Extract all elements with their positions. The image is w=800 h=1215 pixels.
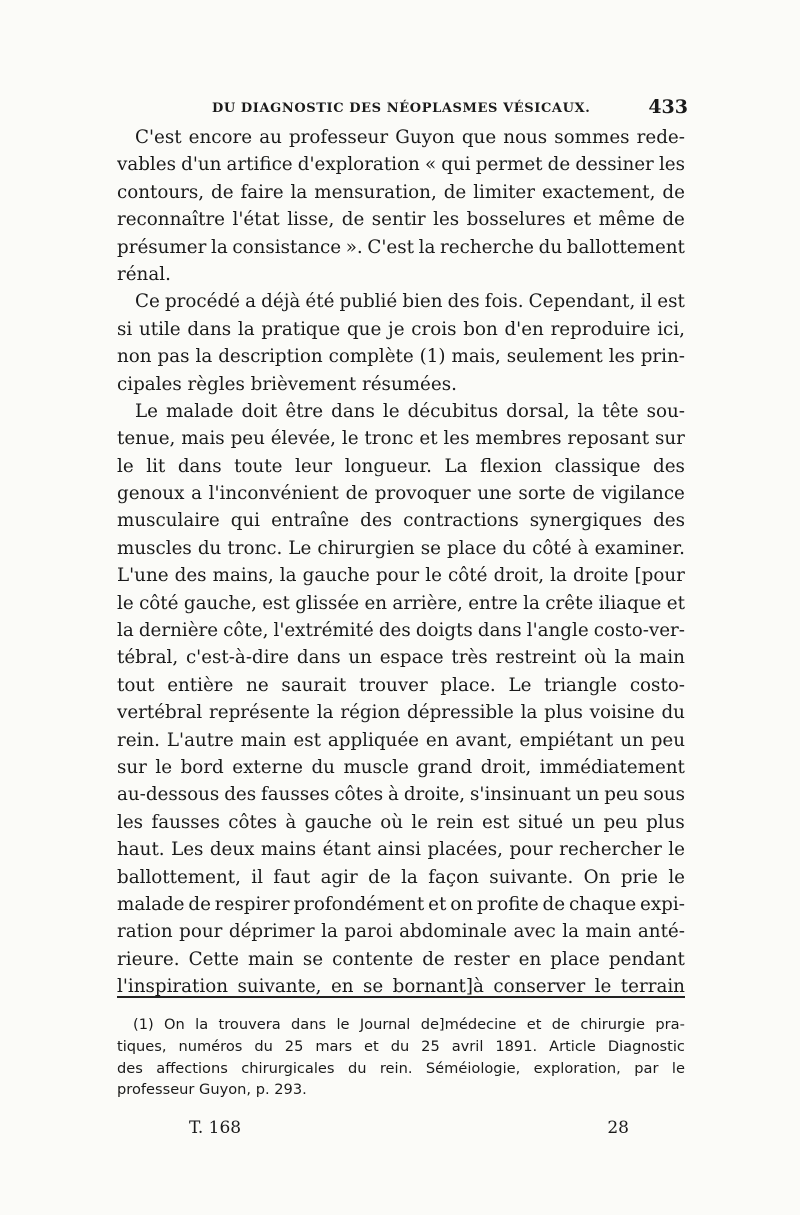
text-line: haut. Les deux mains étant ainsi placées, pour rechercher le	[117, 839, 685, 861]
text-line: les fausses côtes à gauche où le rein est situé un peu plus	[117, 811, 685, 833]
text-line: reconnaître l'état lisse, de sentir les bosselures et même de	[117, 209, 685, 231]
page-number: 433	[648, 96, 688, 118]
text-line: tenue, mais peu élevée, le tronc et les membres reposant sur	[117, 428, 685, 450]
text-line: sur le bord externe du muscle grand droit, immédiatement	[117, 756, 685, 778]
text-line: si utile dans la pratique que je crois bon d'en reproduire ici,	[117, 318, 685, 340]
paragraph-3	[117, 398, 685, 1001]
text-line: vables d'un artifice d'exploration « qui permet de dessiner les	[117, 154, 685, 176]
text-line: ration pour déprimer la paroi abdominale avec la main anté-	[117, 921, 685, 943]
body-text	[117, 124, 685, 1001]
signature-line	[189, 1118, 629, 1144]
text-line: contours, de faire la mensuration, de limiter exactement, de	[117, 181, 685, 203]
text-line: rénal.	[117, 263, 171, 285]
text-line: non pas la description complète (1) mais, seulement les prin-	[117, 346, 685, 368]
text-line: tout entière ne saurait trouver place. Le triangle costo-	[117, 674, 685, 696]
text-line: présumer la consistance ». C'est la recherche du ballottement	[117, 236, 685, 258]
text-line: la dernière côte, l'extrémité des doigts dans l'angle costo-ver-	[117, 620, 685, 642]
text-line: au-dessous des fausses côtes à droite, s'insinuant un peu sous	[117, 784, 685, 806]
footnote	[117, 1014, 685, 1101]
footnote-line: (1) On la trouvera dans le Journal de]médecine et de chirurgie pra-	[133, 1016, 685, 1033]
text-line: Ce procédé a déjà été publié bien des fois. Cependant, il est	[135, 291, 685, 313]
text-line: tébral, c'est-à-dire dans un espace très restreint où la main	[117, 647, 685, 669]
running-title: DU DIAGNOSTIC DES NÉOPLASMES VÉSICAUX.	[212, 101, 591, 116]
text-line: le côté gauche, est glissée en arrière, entre la crête iliaque et	[117, 592, 685, 614]
footnote-rule	[117, 996, 685, 998]
signature-mark: 28	[607, 1118, 629, 1138]
text-line: vertébral représente la région dépressible la plus voisine du	[117, 702, 685, 724]
text-line: Le malade doit être dans le décubitus dorsal, la tête sou-	[135, 400, 685, 422]
text-line: L'une des mains, la gauche pour le côté droit, la droite [pour	[117, 565, 685, 587]
paragraph-1	[117, 124, 685, 288]
text-line: muscles du tronc. Le chirurgien se place du côté à examiner.	[117, 537, 685, 559]
text-line: cipales règles brièvement résumées.	[117, 373, 457, 395]
volume-mark: T. 168	[189, 1118, 242, 1138]
text-line: rein. L'autre main est appliquée en avant, empiétant un peu	[117, 729, 685, 751]
text-line: malade de respirer profondément et on profite de chaque expi-	[117, 893, 685, 915]
text-line: rieure. Cette main se contente de rester en place pendant	[117, 948, 685, 970]
text-line: le lit dans toute leur longueur. La flexion classique des	[117, 455, 685, 477]
text-line: musculaire qui entraîne des contractions synergiques des	[117, 510, 685, 532]
text-line: l'inspiration suivante, en se bornant]à conserver le terrain	[117, 976, 685, 998]
text-line: C'est encore au professeur Guyon que nous sommes rede-	[135, 127, 685, 148]
footnote-line: professeur Guyon, p. 293.	[117, 1081, 307, 1099]
footnote-line: des affections chirurgicales du rein. Séméiologie, exploration, par le	[117, 1059, 685, 1077]
paragraph-2	[117, 288, 685, 398]
footnote-line: tiques, numéros du 25 mars et du 25 avril 1891. Article Diagnostic	[117, 1037, 685, 1055]
text-line: ballottement, il faut agir de la façon suivante. On prie le	[117, 866, 685, 888]
text-line: genoux a l'inconvénient de provoquer une sorte de vigilance	[117, 483, 685, 505]
